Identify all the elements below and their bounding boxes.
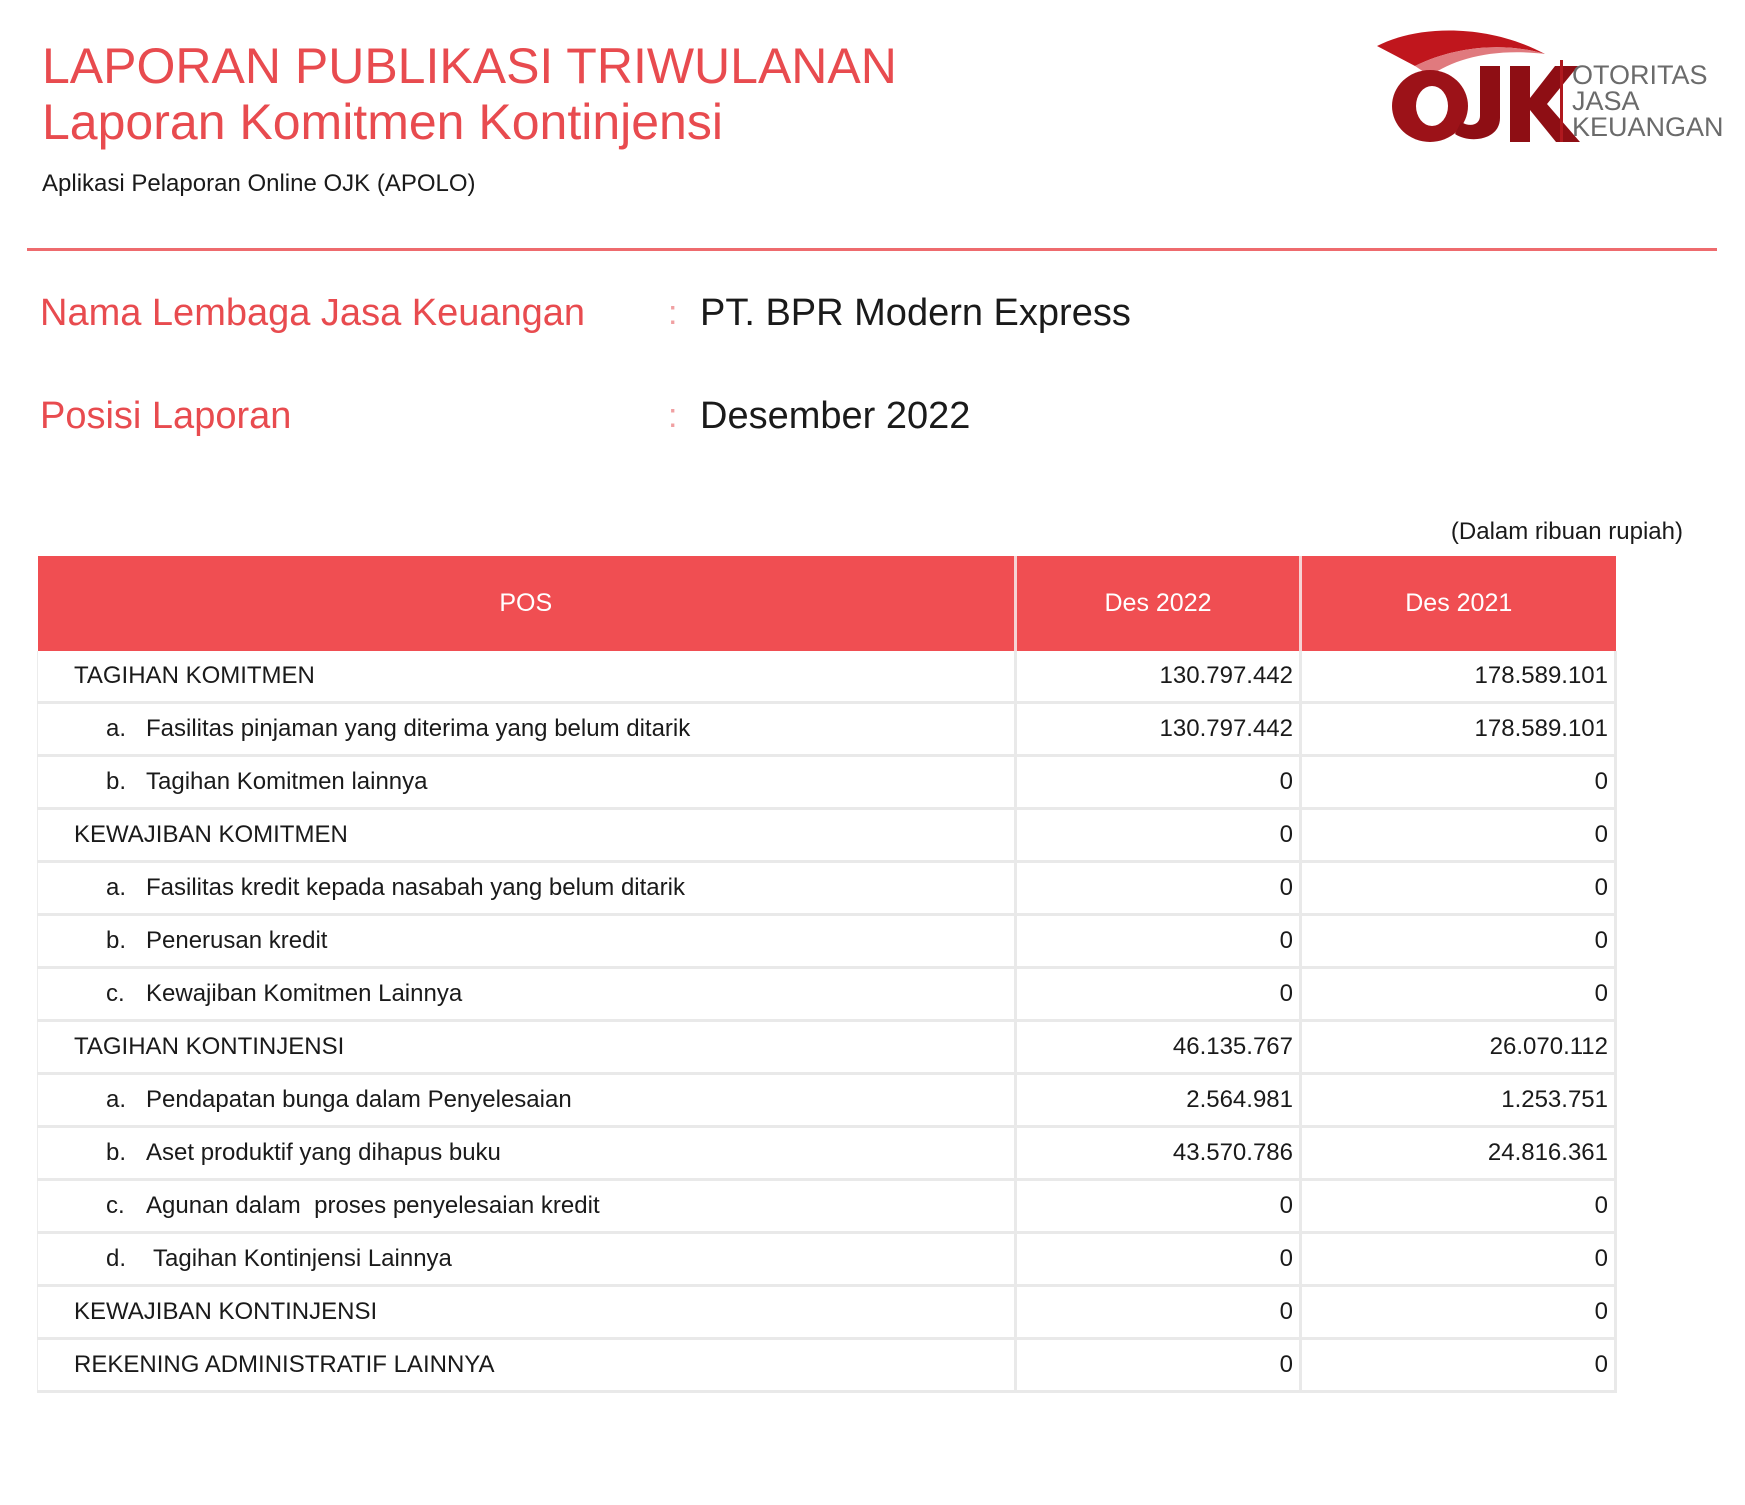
header-des-2021: Des 2021 bbox=[1301, 556, 1616, 651]
row-value-2021: 0 bbox=[1301, 968, 1616, 1021]
table-row bbox=[38, 809, 1616, 862]
row-value-2021: 24.816.361 bbox=[1301, 1127, 1616, 1180]
table-row bbox=[38, 1074, 1616, 1127]
row-value-2022: 130.797.442 bbox=[1016, 651, 1301, 703]
period-colon: : bbox=[668, 397, 678, 435]
logo-text-line1: OTORITAS bbox=[1572, 60, 1708, 90]
row-value-2021: 0 bbox=[1301, 862, 1616, 915]
row-letter: b. bbox=[106, 1139, 127, 1166]
row-value-2022: 0 bbox=[1016, 862, 1301, 915]
header-pos: POS bbox=[38, 556, 1016, 651]
row-value-2021: 0 bbox=[1301, 809, 1616, 862]
table-row bbox=[38, 915, 1616, 968]
row-label bbox=[38, 862, 1016, 915]
row-label: TAGIHAN KONTINJENSI bbox=[38, 1021, 1016, 1074]
row-label bbox=[38, 1233, 1016, 1286]
row-value-2022: 0 bbox=[1016, 809, 1301, 862]
institution-value: PT. BPR Modern Express bbox=[700, 292, 1131, 334]
table-row bbox=[38, 1233, 1616, 1286]
commitment-contingency-table bbox=[37, 556, 1617, 1393]
row-value-2022: 0 bbox=[1016, 1286, 1301, 1339]
app-name: Aplikasi Pelaporan Online OJK (APOLO) bbox=[42, 170, 476, 197]
row-label-text: Tagihan Komitmen lainnya bbox=[146, 768, 428, 795]
row-value-2021: 0 bbox=[1301, 1180, 1616, 1233]
row-letter: a. bbox=[106, 715, 127, 742]
table-row bbox=[38, 862, 1616, 915]
row-label bbox=[38, 1127, 1016, 1180]
row-label bbox=[38, 1074, 1016, 1127]
row-label bbox=[38, 703, 1016, 756]
row-value-2021: 0 bbox=[1301, 1233, 1616, 1286]
row-label-text: Pendapatan bunga dalam Penyelesaian bbox=[146, 1086, 572, 1113]
row-label: TAGIHAN KOMITMEN bbox=[38, 651, 1016, 703]
row-value-2021: 178.589.101 bbox=[1301, 651, 1616, 703]
institution-colon: : bbox=[668, 294, 678, 332]
row-value-2022: 0 bbox=[1016, 1233, 1301, 1286]
row-label-text: Penerusan kredit bbox=[146, 927, 328, 954]
row-letter: c. bbox=[106, 980, 125, 1007]
row-label-text: Kewajiban Komitmen Lainnya bbox=[146, 980, 463, 1007]
row-label: REKENING ADMINISTRATIF LAINNYA bbox=[38, 1339, 1016, 1392]
row-label-text: Aset produktif yang dihapus buku bbox=[146, 1139, 501, 1166]
row-letter: a. bbox=[106, 874, 127, 901]
row-label bbox=[38, 1180, 1016, 1233]
row-value-2021: 0 bbox=[1301, 1286, 1616, 1339]
row-value-2021: 0 bbox=[1301, 1339, 1616, 1392]
row-label: KEWAJIBAN KOMITMEN bbox=[38, 809, 1016, 862]
table-row bbox=[38, 703, 1616, 756]
row-value-2022: 0 bbox=[1016, 1339, 1301, 1392]
row-label bbox=[38, 915, 1016, 968]
row-value-2022: 46.135.767 bbox=[1016, 1021, 1301, 1074]
row-letter: b. bbox=[106, 768, 127, 795]
row-value-2021: 178.589.101 bbox=[1301, 703, 1616, 756]
row-label-text: Fasilitas pinjaman yang diterima yang belum ditarik bbox=[146, 715, 691, 742]
table-row bbox=[38, 1286, 1616, 1339]
report-subtitle: Laporan Komitmen Kontinjensi bbox=[42, 94, 723, 150]
report-title: LAPORAN PUBLIKASI TRIWULANAN bbox=[42, 38, 897, 94]
row-value-2022: 130.797.442 bbox=[1016, 703, 1301, 756]
unit-note: (Dalam ribuan rupiah) bbox=[1450, 518, 1683, 545]
row-value-2021: 0 bbox=[1301, 915, 1616, 968]
row-value-2022: 0 bbox=[1016, 1180, 1301, 1233]
table-row bbox=[38, 1127, 1616, 1180]
table-header-row bbox=[38, 556, 1616, 651]
row-value-2021: 0 bbox=[1301, 756, 1616, 809]
header-divider bbox=[27, 248, 1717, 251]
row-letter: c. bbox=[106, 1192, 125, 1219]
row-value-2022: 43.570.786 bbox=[1016, 1127, 1301, 1180]
row-letter: d. bbox=[106, 1245, 127, 1272]
header-des-2022: Des 2022 bbox=[1016, 556, 1301, 651]
logo-text-line2: JASA bbox=[1572, 86, 1640, 116]
table-row bbox=[38, 1180, 1616, 1233]
row-label bbox=[38, 968, 1016, 1021]
institution-label: Nama Lembaga Jasa Keuangan bbox=[40, 292, 586, 334]
row-value-2022: 2.564.981 bbox=[1016, 1074, 1301, 1127]
period-label: Posisi Laporan bbox=[40, 395, 292, 437]
table-row bbox=[38, 651, 1616, 703]
row-label: KEWAJIBAN KONTINJENSI bbox=[38, 1286, 1016, 1339]
period-value: Desember 2022 bbox=[700, 395, 971, 437]
table-row bbox=[38, 1021, 1616, 1074]
row-value-2022: 0 bbox=[1016, 756, 1301, 809]
row-value-2022: 0 bbox=[1016, 915, 1301, 968]
row-value-2022: 0 bbox=[1016, 968, 1301, 1021]
row-label-text: Tagihan Kontinjensi Lainnya bbox=[153, 1245, 452, 1272]
row-label-text: Fasilitas kredit kepada nasabah yang belum ditarik bbox=[146, 874, 685, 901]
table-row bbox=[38, 968, 1616, 1021]
row-label-text: Agunan dalam proses penyelesaian kredit bbox=[146, 1192, 600, 1219]
logo-separator bbox=[1560, 60, 1563, 142]
logo-text-line3: KEUANGAN bbox=[1572, 112, 1724, 142]
table-row bbox=[38, 756, 1616, 809]
row-label bbox=[38, 756, 1016, 809]
row-letter: b. bbox=[106, 927, 127, 954]
logo-text bbox=[1572, 62, 1724, 140]
row-letter: a. bbox=[106, 1086, 127, 1113]
table-row bbox=[38, 1339, 1616, 1392]
row-value-2021: 26.070.112 bbox=[1301, 1021, 1616, 1074]
row-value-2021: 1.253.751 bbox=[1301, 1074, 1616, 1127]
